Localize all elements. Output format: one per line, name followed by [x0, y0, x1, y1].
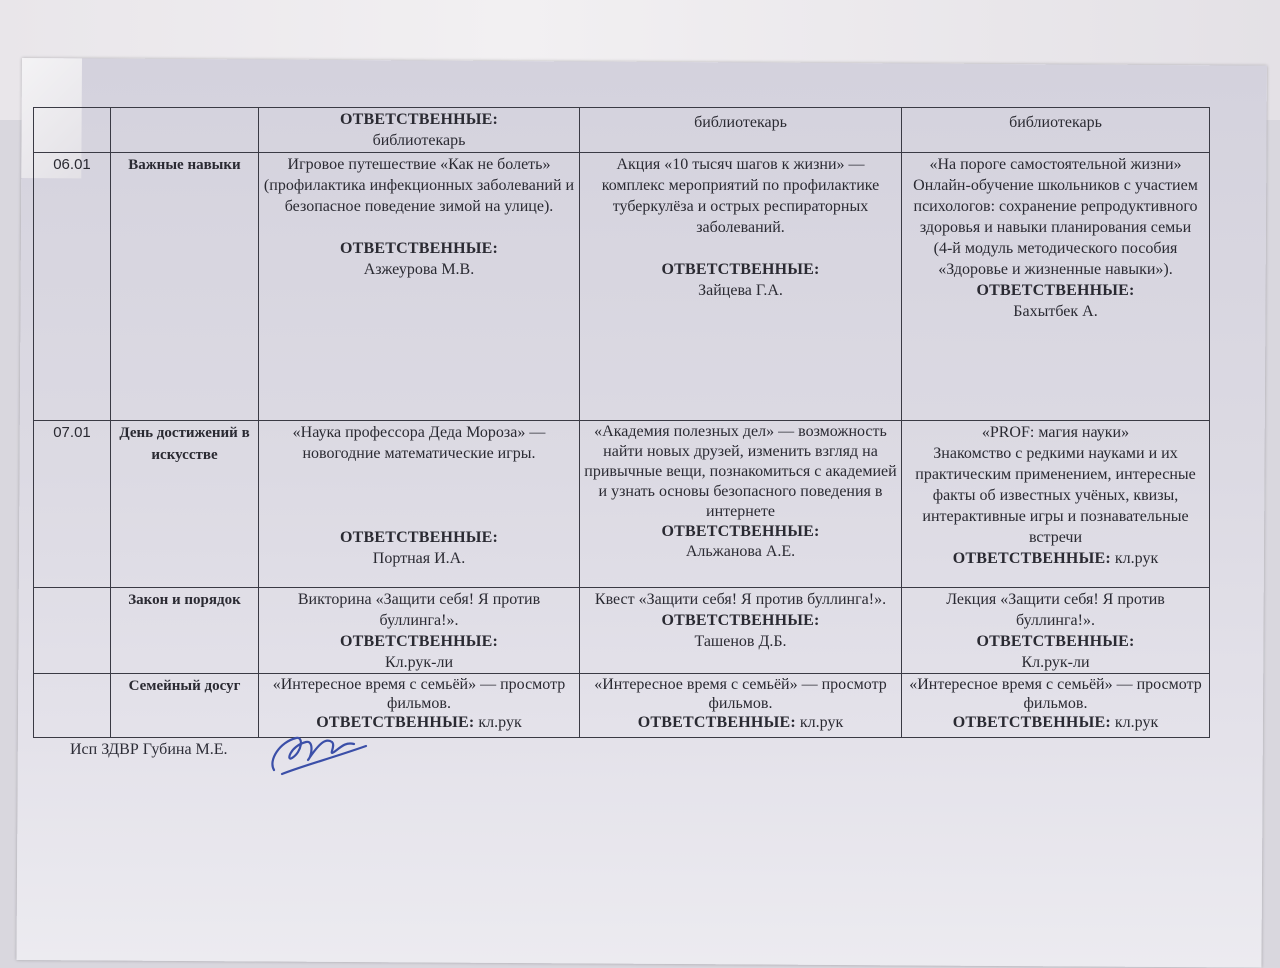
responsible-label: ОТВЕТСТВЕННЫЕ: — [661, 261, 820, 278]
activity-cell — [580, 153, 902, 421]
activity-text: Квест «Защити себя! Я против буллинга!». — [594, 591, 887, 608]
activity-text: Лекция «Защити себя! Я против буллинга!». — [946, 591, 1165, 629]
responsible-name: Ташенов Д.Б. — [694, 633, 787, 650]
table-row — [34, 674, 1210, 738]
activity-text: «Интересное время с семьёй» — просмотр фильмов. — [909, 676, 1202, 712]
responsible-label: ОТВЕТСТВЕННЫЕ: — [661, 523, 820, 540]
activity-text: «На пороге самостоятельной жизни» — [929, 156, 1182, 173]
activity-cell — [580, 421, 902, 588]
responsible-label: ОТВЕТСТВЕННЫЕ: — [952, 550, 1111, 567]
responsible-name: кл.рук — [799, 714, 844, 731]
activity-cell — [902, 108, 1210, 153]
theme-cell: День достижений в искусстве — [111, 421, 259, 588]
responsible-name: Портная И.А. — [372, 550, 466, 567]
responsible-label: ОТВЕТСТВЕННЫЕ: — [339, 240, 499, 257]
theme-cell: Важные навыки — [111, 153, 259, 421]
table-row — [34, 153, 1210, 421]
responsible-label: ОТВЕТСТВЕННЫЕ: — [339, 633, 499, 650]
table-row — [34, 421, 1210, 588]
activity-text: Акция «10 тысяч шагов к жизни» — комплекс мероприятий по профилактике туберкулёза и острых респираторных заболеваний. — [601, 156, 880, 236]
theme-cell: Закон и порядок — [111, 588, 259, 674]
responsible-label: ОТВЕТСТВЕННЫЕ: — [637, 714, 796, 731]
activity-cell — [902, 674, 1210, 738]
responsible-label: ОТВЕТСТВЕННЫЕ: — [316, 714, 475, 731]
responsible-name: кл.рук — [1114, 550, 1159, 567]
activity-text: Онлайн-обучение школьников с участием психологов: сохранение репродуктивного здоровья и навыки планирования семьи — [913, 177, 1198, 236]
activity-cell — [259, 421, 580, 588]
activity-cell — [259, 153, 580, 421]
date-cell: 06.01 — [34, 153, 111, 421]
activity-cell — [902, 588, 1210, 674]
responsible-label: ОТВЕТСТВЕННЫЕ: — [976, 633, 1135, 650]
date-cell — [34, 588, 111, 674]
responsible-label: ОТВЕТСТВЕННЫЕ: — [339, 529, 499, 546]
responsible-name: кл.рук — [1114, 714, 1159, 731]
table-row — [34, 588, 1210, 674]
responsible-name: библиотекарь — [372, 132, 466, 149]
activity-cell — [259, 108, 580, 153]
activity-text: (профилактика инфекционных заболеваний и безопасное поведение зимой на улице). — [263, 177, 575, 215]
activity-text: «Наука профессора Деда Мороза» — новогодние математические игры. — [292, 424, 546, 462]
responsible-name: Кл.рук-ли — [384, 654, 454, 671]
responsible-label: ОТВЕТСТВЕННЫЕ: — [976, 282, 1135, 299]
activity-text: Знакомство с редкими науками и их практическим применением, интересные факты об известных учёных, квизы, интерактивные игры и познавательные встречи — [915, 445, 1196, 546]
theme-cell — [111, 108, 259, 153]
activity-cell — [580, 588, 902, 674]
activity-text: «Академия полезных дел» — возможность найти новых друзей, изменить взгляд на привычные вещи, познакомиться с академией и узнать основы безопасного поведения в интернете — [584, 423, 897, 520]
signature-icon — [262, 712, 372, 782]
activity-text: Игровое путешествие «Как не болеть» — [287, 156, 551, 173]
theme-cell: Семейный досуг — [111, 674, 259, 738]
date-cell — [34, 674, 111, 738]
executor-note: Исп ЗДВР Губина М.Е. — [70, 741, 228, 758]
responsible-name: Бахытбек А. — [1013, 303, 1098, 320]
activity-text: (4-й модуль методического пособия «Здоровье и жизненные навыки»). — [933, 240, 1178, 278]
responsible-name: Кл.рук-ли — [1021, 654, 1090, 671]
date-cell: 07.01 — [34, 421, 111, 588]
responsible-line — [584, 713, 897, 732]
responsible-name: Альжанова А.Е. — [685, 543, 796, 560]
responsible-name: Азжеурова М.В. — [363, 261, 475, 278]
responsible-label: ОТВЕТСТВЕННЫЕ: — [952, 714, 1111, 731]
activity-text: «Интересное время с семьёй» — просмотр фильмов. — [594, 676, 887, 712]
activity-cell — [902, 421, 1210, 588]
activity-cell — [259, 588, 580, 674]
responsible-name: Зайцева Г.А. — [698, 282, 783, 299]
responsible-label: ОТВЕТСТВЕННЫЕ: — [661, 612, 820, 629]
responsible-line — [906, 548, 1205, 569]
responsible-label: ОТВЕТСТВЕННЫЕ: — [339, 111, 499, 128]
activity-cell — [902, 153, 1210, 421]
responsible-name: библиотекарь — [694, 114, 787, 131]
activity-text: «Интересное время с семьёй» — просмотр фильмов. — [272, 676, 566, 712]
table-row — [34, 108, 1210, 153]
responsible-line — [906, 713, 1205, 732]
activity-text: «PROF: магия науки» — [981, 424, 1130, 441]
date-cell — [34, 108, 111, 153]
schedule-table — [33, 107, 1210, 738]
activity-text: Викторина «Защити себя! Я против буллинга!». — [297, 591, 541, 629]
responsible-name: библиотекарь — [1009, 114, 1102, 131]
responsible-name: кл.рук — [478, 714, 522, 731]
activity-cell — [580, 674, 902, 738]
activity-cell — [580, 108, 902, 153]
